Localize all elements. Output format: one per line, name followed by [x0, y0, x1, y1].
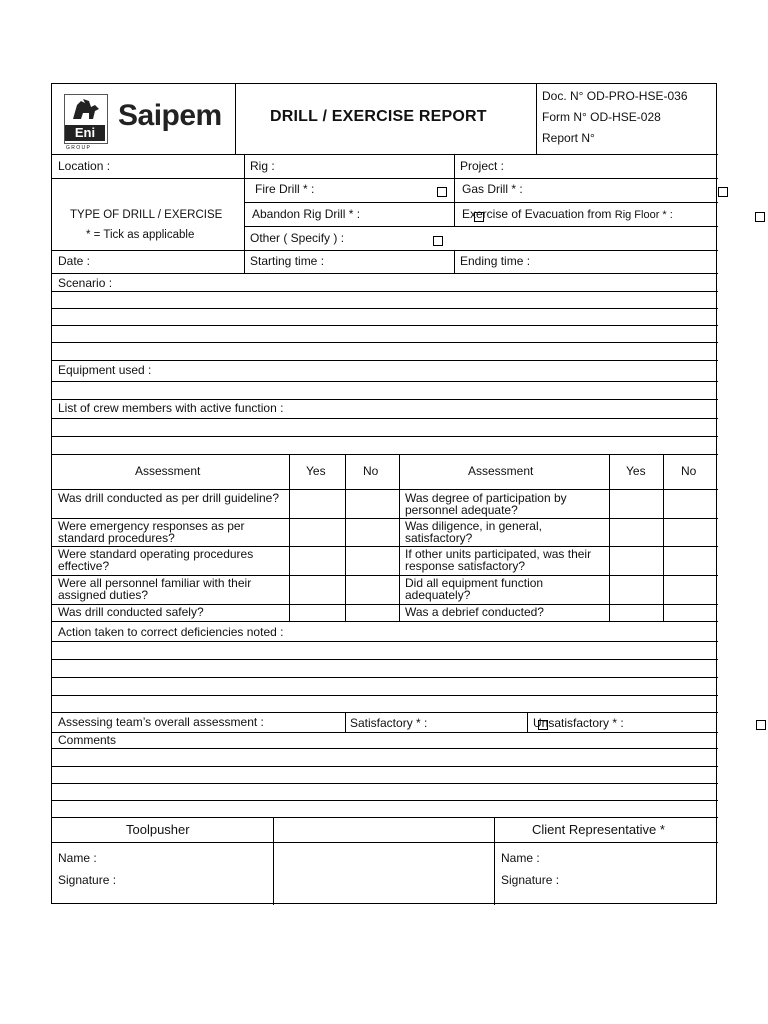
tick-note: * = Tick as applicable	[86, 229, 195, 241]
scenario-label: Scenario :	[58, 276, 113, 290]
doc-number: Doc. N° OD-PRO-HSE-036	[542, 89, 688, 103]
client-rep-header: Client Representative *	[532, 822, 665, 837]
evacuation-label	[462, 208, 673, 222]
evacuation-label-small: Rig Floor * :	[614, 209, 673, 221]
toolpusher-name-label: Name :	[58, 851, 97, 865]
crew-label: List of crew members with active function :	[58, 401, 284, 415]
other-label: Other ( Specify ) :	[250, 231, 345, 245]
question-left-5: Was drill conducted safely?	[58, 605, 204, 619]
gas-drill-checkbox[interactable]	[718, 187, 728, 197]
fire-drill-checkbox[interactable]	[437, 187, 447, 197]
date-label: Date :	[58, 254, 91, 268]
project-label: Project :	[460, 159, 505, 173]
question-right-3: If other units participated, was their response satisfactory?	[405, 547, 592, 573]
form-number: Form N° OD-HSE-028	[542, 110, 661, 124]
unsatisfactory-label: Unsatisfactory * :	[533, 716, 624, 730]
form-title: DRILL / EXERCISE REPORT	[270, 108, 487, 125]
question-right-1: Was degree of participation by personnel adequate?	[405, 491, 567, 517]
yes-header-left: Yes	[306, 464, 326, 478]
assessment-header-left: Assessment	[135, 464, 201, 478]
abandon-drill-label: Abandon Rig Drill * :	[252, 207, 361, 221]
toolpusher-signature-label: Signature :	[58, 873, 117, 887]
question-left-4: Were all personnel familiar with their assigned duties?	[58, 576, 252, 602]
location-label: Location :	[58, 159, 111, 173]
group-caption: G R O U P	[66, 145, 90, 151]
fire-drill-label: Fire Drill * :	[255, 182, 315, 196]
comments-label: Comments	[58, 733, 117, 747]
equipment-label: Equipment used :	[58, 363, 152, 377]
overall-assessment-label: Assessing team’s overall assessment :	[58, 715, 264, 729]
no-header-right: No	[681, 464, 697, 478]
drill-type-label: TYPE OF DRILL / EXERCISE	[70, 209, 223, 221]
question-left-3: Were standard operating procedures effective?	[58, 547, 254, 573]
assessment-header-right: Assessment	[468, 464, 534, 478]
company-logo	[62, 92, 234, 150]
action-taken-label: Action taken to correct deficiencies noted :	[58, 625, 284, 639]
question-right-2: Was diligence, in general, satisfactory?	[405, 519, 542, 545]
end-time-label: Ending time :	[460, 254, 531, 268]
eni-logo-mark	[64, 94, 108, 144]
no-header-left: No	[363, 464, 379, 478]
dog-icon	[65, 95, 107, 125]
evacuation-checkbox[interactable]	[755, 212, 765, 222]
start-time-label: Starting time :	[250, 254, 325, 268]
other-checkbox[interactable]	[433, 236, 443, 246]
unsatisfactory-checkbox[interactable]	[756, 720, 766, 730]
question-right-4: Did all equipment function adequately?	[405, 576, 544, 602]
question-left-1: Was drill conducted as per drill guideline?	[58, 491, 280, 505]
eni-logo-text: Eni	[65, 125, 105, 141]
evacuation-label-main: Exercise of Evacuation from	[462, 207, 612, 221]
yes-header-right: Yes	[626, 464, 646, 478]
client-name-label: Name :	[501, 851, 540, 865]
question-right-5: Was a debrief conducted?	[405, 605, 544, 619]
client-signature-label: Signature :	[501, 873, 560, 887]
question-left-2: Were emergency responses as per standard procedures?	[58, 519, 245, 545]
saipem-logo-text: Saipem	[118, 99, 222, 132]
drill-report-form	[51, 83, 717, 904]
rig-label: Rig :	[250, 159, 275, 173]
satisfactory-label: Satisfactory * :	[350, 716, 428, 730]
report-number: Report N°	[542, 131, 595, 145]
toolpusher-header: Toolpusher	[126, 822, 190, 837]
gas-drill-label: Gas Drill * :	[462, 182, 523, 196]
